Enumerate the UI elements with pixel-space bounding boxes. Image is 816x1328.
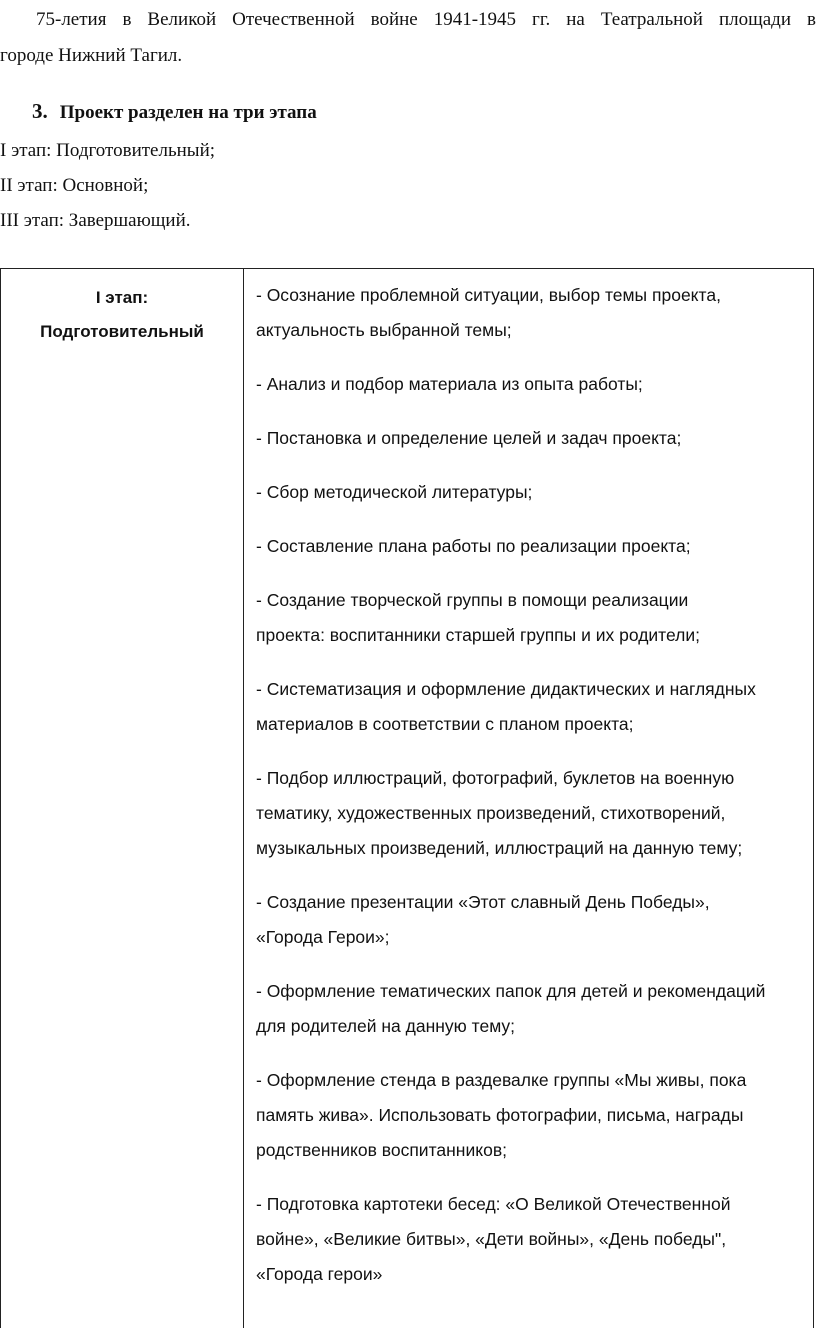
task-line: - Постановка и определение целей и задач проекта; bbox=[256, 428, 682, 448]
stage-list-item: III этап: Завершающий. bbox=[0, 210, 191, 231]
section-heading bbox=[32, 96, 317, 128]
task-line: проекта: воспитанники старшей группы и их родители; bbox=[256, 625, 701, 645]
section-title: Проект разделен на три этапа bbox=[59, 102, 317, 123]
task-item bbox=[256, 421, 812, 456]
intro-line: 75-летия в Великой Отечественной войне 1941-1945 гг. на Театральной площади в bbox=[36, 9, 816, 30]
task-item bbox=[256, 367, 812, 402]
task-item bbox=[256, 1063, 812, 1168]
stage-name-line: I этап: bbox=[95, 288, 149, 307]
task-line: - Создание творческой группы в помощи реализации bbox=[256, 590, 689, 610]
task-line: «Города Герои»; bbox=[256, 927, 390, 947]
task-line: - Создание презентации «Этот славный День Победы», bbox=[256, 892, 710, 912]
task-line: «Города герои» bbox=[256, 1264, 383, 1284]
task-line: - Анализ и подбор материала из опыта работы; bbox=[256, 374, 643, 394]
task-line: память жива». Использовать фотографии, письма, награды bbox=[256, 1105, 744, 1125]
task-line: - Систематизация и оформление дидактических и наглядных bbox=[256, 679, 756, 699]
task-item bbox=[256, 974, 812, 1044]
stage-name-line: Подготовительный bbox=[40, 322, 204, 341]
task-line: - Составление плана работы по реализации проекта; bbox=[256, 536, 691, 556]
task-item bbox=[256, 1187, 812, 1292]
task-line: - Подготовка картотеки бесед: «О Великой Отечественной bbox=[256, 1194, 731, 1214]
task-item bbox=[256, 761, 812, 866]
task-item bbox=[256, 672, 812, 742]
stage-list-item: II этап: Основной; bbox=[0, 175, 149, 196]
intro-paragraph bbox=[0, 2, 816, 74]
task-item bbox=[256, 475, 812, 510]
stage-name-cell bbox=[1, 281, 243, 349]
task-item bbox=[256, 278, 812, 348]
task-line: музыкальных произведений, иллюстраций на данную тему; bbox=[256, 838, 743, 858]
task-item bbox=[256, 885, 812, 955]
task-line: для родителей на данную тему; bbox=[256, 1016, 516, 1036]
task-item bbox=[256, 529, 812, 564]
section-number: 3. bbox=[32, 99, 48, 123]
task-line: - Оформление стенда в раздевалке группы «Мы живы, пока bbox=[256, 1070, 747, 1090]
task-line: тематику, художественных произведений, стихотворений, bbox=[256, 803, 726, 823]
task-line: актуальность выбранной темы; bbox=[256, 320, 512, 340]
task-line: - Сбор методической литературы; bbox=[256, 482, 533, 502]
task-list bbox=[256, 278, 812, 1311]
task-line: родственников воспитанников; bbox=[256, 1140, 507, 1160]
task-item bbox=[256, 583, 812, 653]
task-line: - Подбор иллюстраций, фотографий, буклетов на военную bbox=[256, 768, 735, 788]
task-line: - Оформление тематических папок для детей и рекомендаций bbox=[256, 981, 766, 1001]
stage-list bbox=[0, 133, 215, 238]
task-line: войне», «Великие битвы», «Дети войны», «День победы", bbox=[256, 1229, 727, 1249]
intro-line: городе Нижний Тагил. bbox=[0, 45, 183, 66]
task-line: - Осознание проблемной ситуации, выбор темы проекта, bbox=[256, 285, 721, 305]
column-divider bbox=[243, 269, 244, 1328]
stage-table bbox=[0, 268, 814, 1328]
stage-list-item: I этап: Подготовительный; bbox=[0, 140, 216, 161]
task-line: материалов в соответствии с планом проекта; bbox=[256, 714, 634, 734]
